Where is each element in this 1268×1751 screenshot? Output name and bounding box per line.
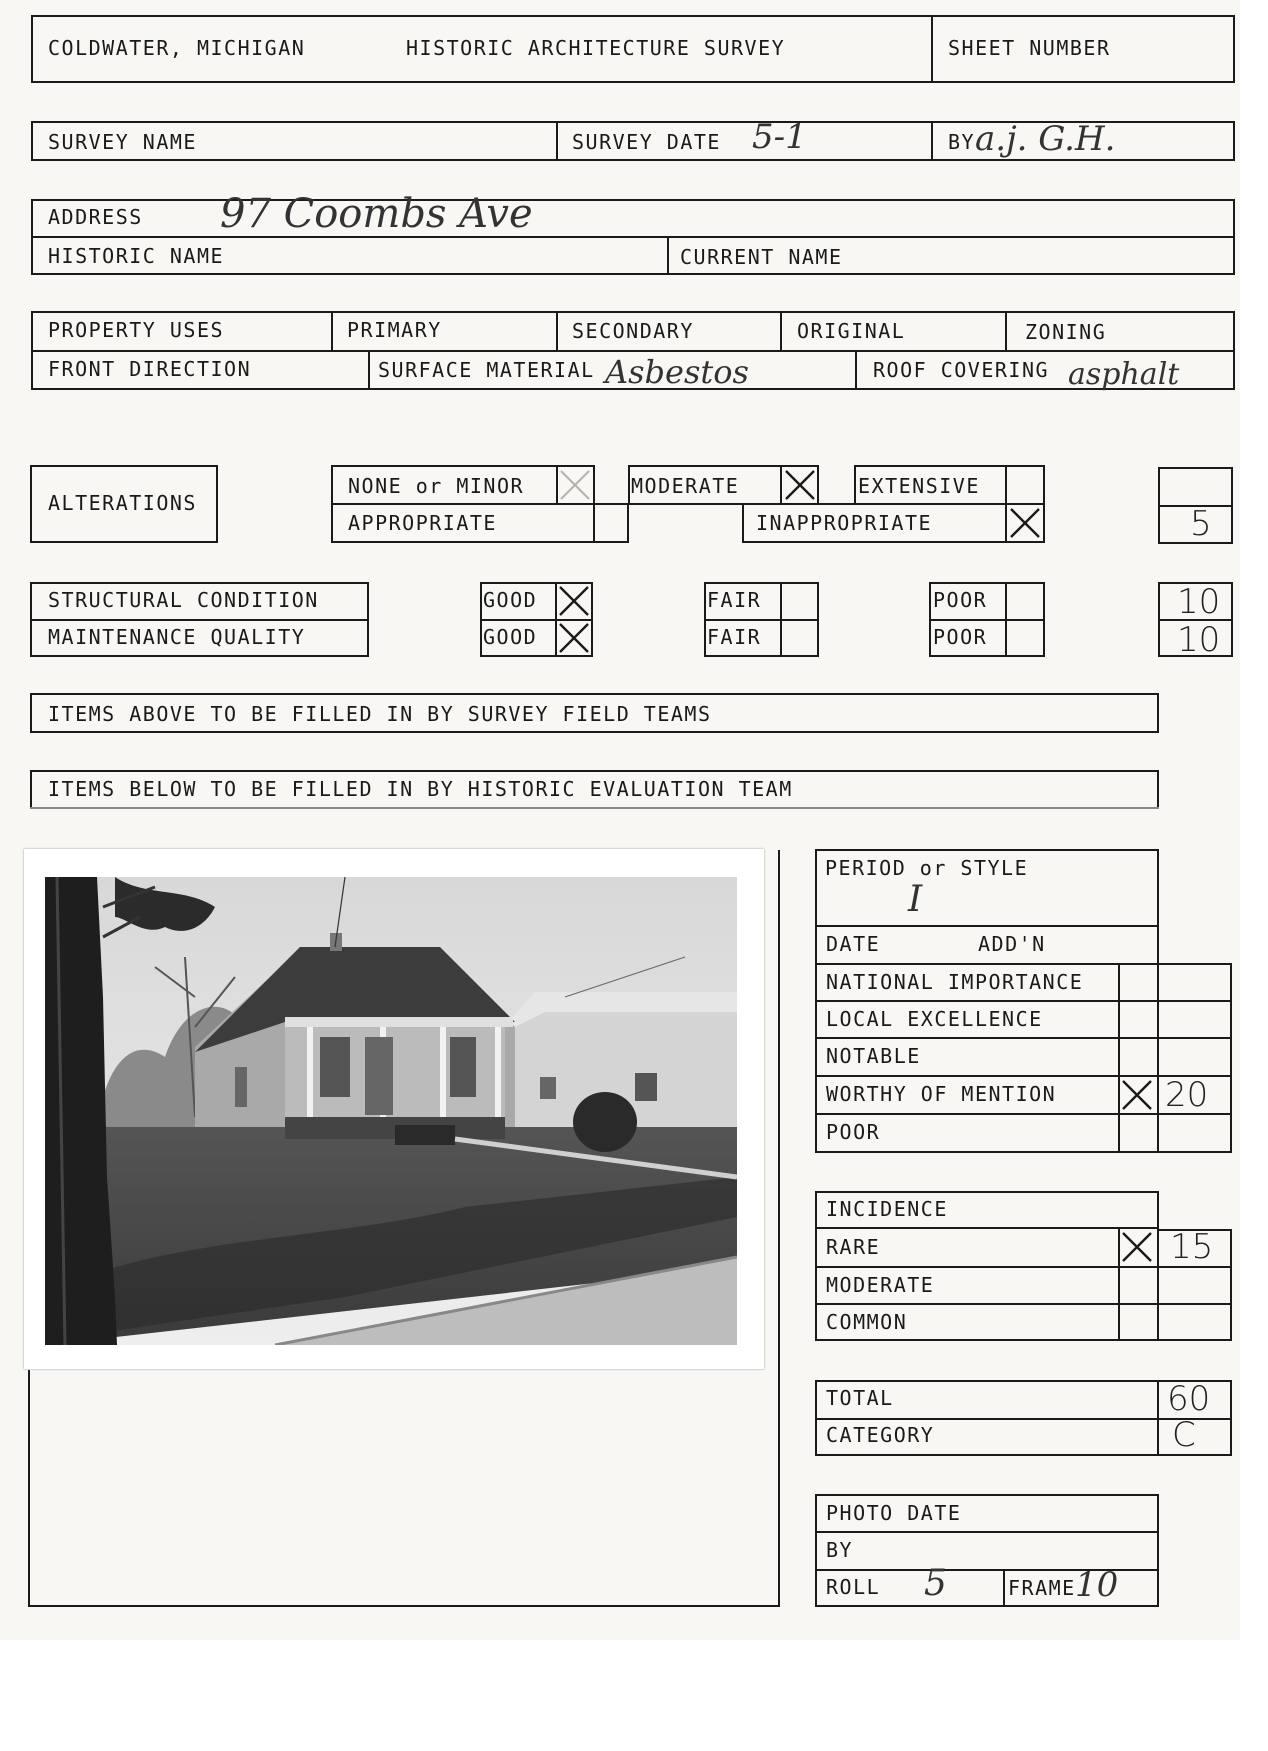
good-label: GOOD [483,625,538,649]
category-value: C [1172,1415,1196,1455]
surface-material-value: Asbestos [605,353,749,391]
sheet-number-label: SHEET NUMBER [948,36,1111,60]
rule [30,731,1159,733]
category-label: CATEGORY [826,1423,935,1447]
maintenance-score: 10 [1177,620,1221,660]
checkbox-mark [1008,506,1042,540]
rare-label: RARE [826,1235,881,1259]
surface-material-label: SURFACE MATERIAL [378,358,595,382]
rule [815,963,1232,965]
divider [667,236,669,275]
fair-label: FAIR [707,588,762,612]
divider [1157,770,1159,807]
extensive-label: EXTENSIVE [858,474,980,498]
checkbox-mark [783,468,817,502]
survey-by-value: a.j. G.H. [975,119,1116,159]
none-minor-label: NONE or MINOR [348,474,525,498]
checkbox-mark [557,584,591,618]
divider [1005,311,1007,350]
worthy-of-mention-label: WORTHY OF MENTION [826,1082,1057,1106]
date-label: DATE [826,932,881,956]
divider [931,121,933,161]
address-label: ADDRESS [48,205,143,229]
moderate-label: MODERATE [631,474,740,498]
incidence-moderate-label: MODERATE [826,1273,935,1297]
rule [815,1000,1232,1002]
alterations-score: 5 [1190,504,1212,544]
divider [780,582,782,657]
rule [30,770,1159,772]
property-uses-label: PROPERTY USES [48,318,225,342]
survey-date-label: SURVEY DATE [572,130,721,154]
zoning-label: ZONING [1025,320,1107,344]
divider [1003,1569,1005,1607]
survey-name-label: SURVEY NAME [48,130,197,154]
alterations-label: ALTERATIONS [48,491,197,515]
current-name-label: CURRENT NAME [680,245,843,269]
survey-date-value: 5-1 [752,117,807,157]
structural-score: 10 [1177,582,1221,622]
rule [704,619,819,621]
primary-label: PRIMARY [347,318,442,342]
divider [1157,927,1159,965]
divider [30,770,32,807]
divider [931,15,933,83]
divider [28,1370,30,1607]
checkbox-mark [557,621,591,655]
roll-label: ROLL [826,1575,881,1599]
divider [1118,963,1120,1153]
note-below: ITEMS BELOW TO BE FILLED IN BY HISTORIC EVALUATION TEAM [48,777,793,801]
addn-label: ADD'N [978,932,1046,956]
secondary-label: SECONDARY [572,319,694,343]
incidence-label: INCIDENCE [826,1197,948,1221]
national-importance-label: NATIONAL IMPORTANCE [826,970,1084,994]
local-excellence-label: LOCAL EXCELLENCE [826,1007,1043,1031]
divider [815,927,817,1153]
common-label: COMMON [826,1310,908,1334]
divider [1157,1229,1159,1341]
period-label: PERIOD or STYLE [825,856,1029,880]
city-label: COLDWATER, MICHIGAN [48,36,306,60]
rule [31,350,1235,352]
roof-covering-label: ROOF COVERING [873,358,1050,382]
rule [815,1303,1232,1305]
divider [1230,963,1232,1153]
rule [815,1151,1232,1153]
photo-by-label: BY [826,1538,854,1562]
structural-condition-label: STRUCTURAL CONDITION [48,588,319,612]
divider [1230,1229,1232,1341]
divider [780,311,782,350]
checkbox-mark [1120,1230,1154,1264]
maintenance-quality-label: MAINTENANCE QUALITY [48,625,306,649]
divider [593,503,595,543]
photo-date-label: PHOTO DATE [826,1501,962,1525]
divider [1157,1380,1159,1456]
divider [30,693,32,733]
survey-by-label: BY [948,130,976,154]
rule [31,199,1235,201]
notable-label: NOTABLE [826,1044,921,1068]
appropriate-label: APPROPRIATE [348,511,497,535]
address-value: 97 Coombs Ave [220,191,533,237]
rule [815,1339,1232,1341]
divider [368,350,370,390]
divider [815,1229,817,1341]
rare-score: 15 [1170,1227,1214,1267]
period-value: I [908,879,923,920]
divider [1005,503,1007,543]
fair-label: FAIR [707,625,762,649]
divider [1157,693,1159,733]
worthy-score: 20 [1165,1075,1209,1115]
roll-value: 5 [924,1563,947,1604]
poor-label: POOR [933,588,988,612]
total-value: 60 [1167,1379,1211,1419]
rule [30,693,1159,695]
rule [815,1037,1232,1039]
front-direction-label: FRONT DIRECTION [48,357,252,381]
historic-name-label: HISTORIC NAME [48,244,225,268]
rule [30,619,369,621]
divider [778,850,780,1607]
frame-value: 10 [1075,1565,1119,1605]
rule [929,619,1045,621]
divider [556,121,558,161]
checkbox-mark [558,468,592,502]
rule [31,236,1235,238]
original-label: ORIGINAL [797,319,906,343]
divider [1005,582,1007,657]
divider [1157,963,1159,1153]
good-label: GOOD [483,588,538,612]
divider [556,311,558,350]
poor-label: POOR [933,625,988,649]
eval-poor-label: POOR [826,1120,881,1144]
divider [780,465,782,505]
rule [31,273,1235,275]
divider [331,311,333,350]
checkbox-mark [1120,1078,1154,1112]
rule [28,1605,780,1607]
rule [30,807,1159,809]
divider [855,350,857,390]
inappropriate-label: INAPPROPRIATE [756,511,933,535]
rule [815,1531,1159,1533]
survey-title: HISTORIC ARCHITECTURE SURVEY [406,36,786,60]
note-above: ITEMS ABOVE TO BE FILLED IN BY SURVEY FIELD TEAMS [48,702,712,726]
roof-covering-value: asphalt [1068,357,1180,392]
house-photo [45,877,737,1345]
total-label: TOTAL [826,1386,894,1410]
divider [1005,465,1007,505]
frame-label: FRAME [1008,1576,1076,1600]
